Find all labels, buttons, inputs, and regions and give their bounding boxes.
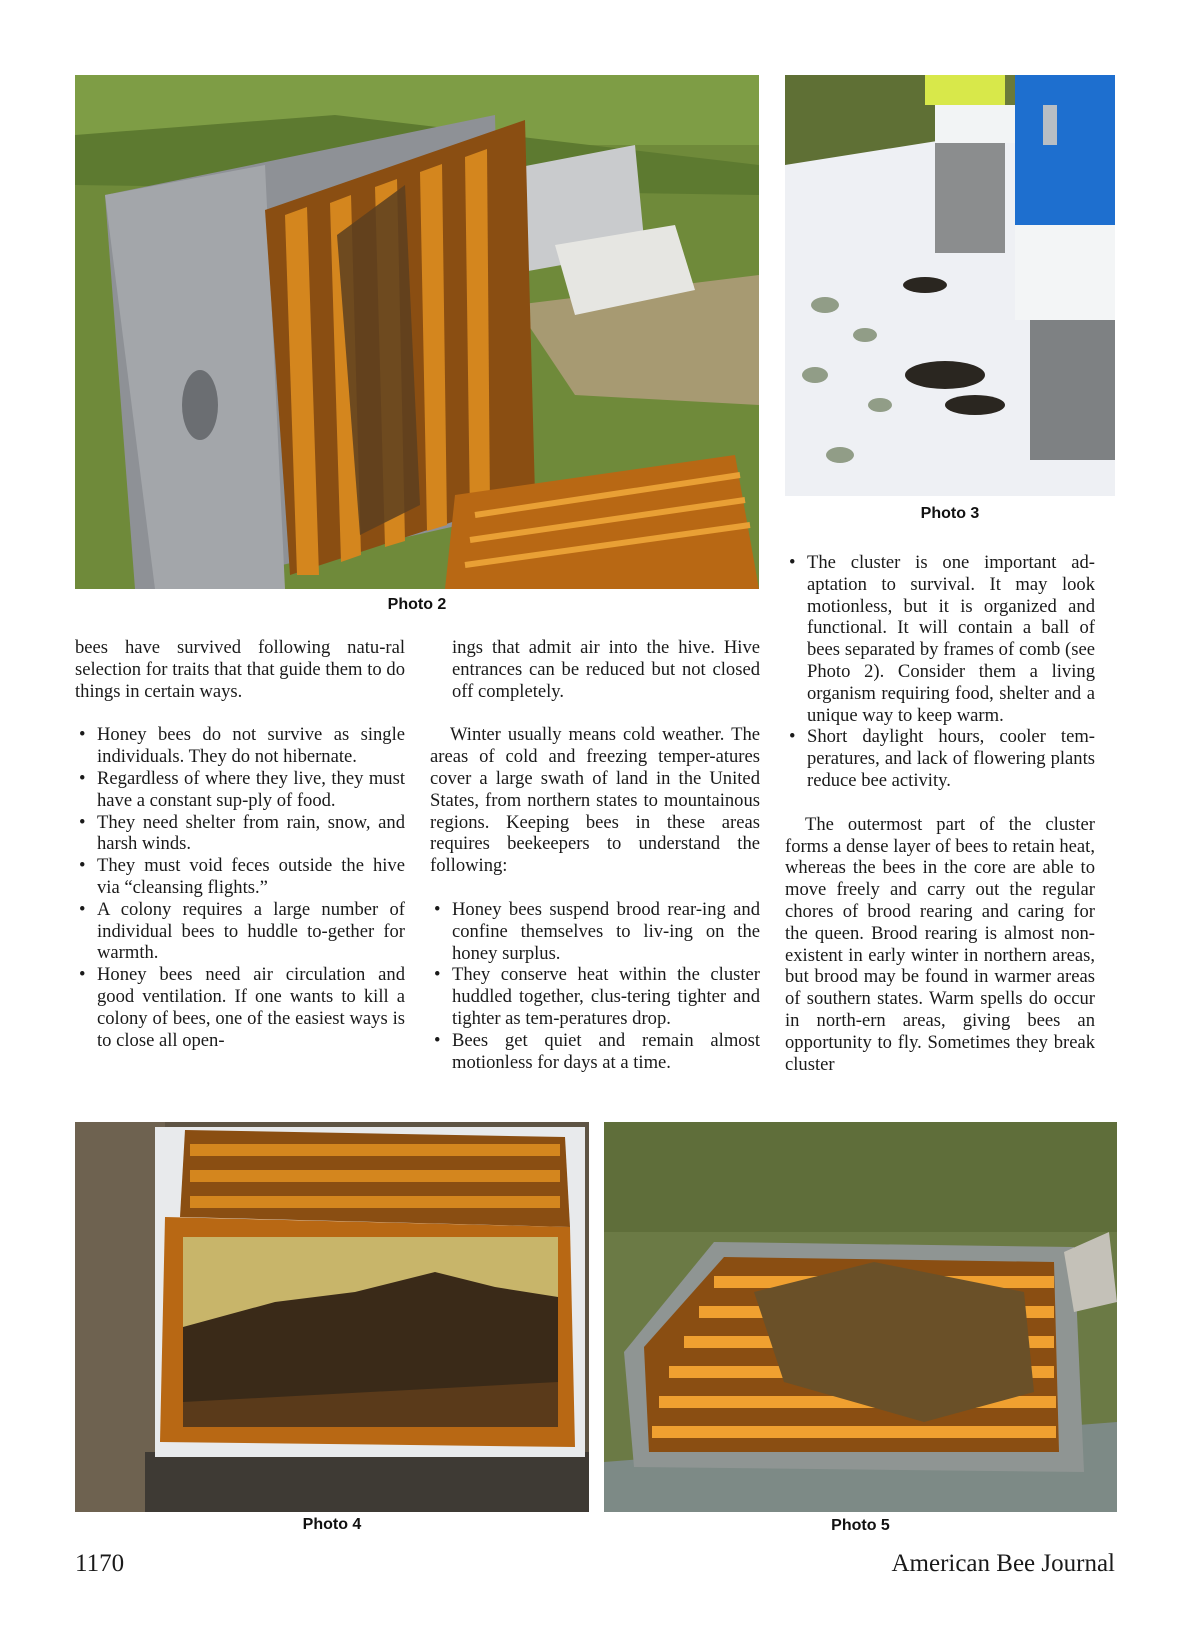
photo-2-image [75, 75, 759, 589]
list-item: • They must void feces outside the hive via “cleansing flights.” [75, 855, 405, 899]
list-item: • They need shelter from rain, snow, and harsh winds. [75, 812, 405, 856]
column-1 [75, 637, 405, 1051]
list-item: • Bees get quiet and remain almost motionless for days at a time. [430, 1030, 760, 1074]
page-number: 1170 [75, 1550, 125, 1577]
photo-5-caption: Photo 5 [831, 1517, 890, 1534]
list-item: • Honey bees need air circulation and good ventilation. If one wants to kill a colony of bees, one of the easiest ways is to close all open- [75, 964, 405, 1051]
column-3-paragraph: The outermost part of the cluster forms a dense layer of bees to retain heat, whereas the bees in the core are able to move freely and carry out the regular chores of brood rearing and caring for the queen. Brood rearing is almost non-existent in early winter in northern areas, but brood may be found in warmer areas of southern states. Warm spells do occur in north-ern areas, giving bees an opportunity to fly. Sometimes they break cluster [785, 813, 1095, 1075]
journal-name: American Bee Journal [891, 1550, 1115, 1577]
column-2-paragraph: Winter usually means cold weather. The areas of cold and freezing temper-atures cover a large swath of land in the United States, from northern states to mountainous regions. Keeping bees in these areas requires beekeepers to understand the following: [430, 724, 760, 877]
list-item: • Honey bees suspend brood rear-ing and confine themselves to liv-ing on the honey surplus. [430, 899, 760, 964]
column-2-continuation: ings that admit air into the hive. Hive entrances can be reduced but not closed off completely. [452, 637, 760, 702]
photo-2-caption: Photo 2 [387, 596, 447, 613]
photo-4-image [75, 1122, 589, 1512]
column-1-bullet-list [75, 724, 405, 1051]
list-item: • They conserve heat within the cluster huddled together, clus-tering tighter and tighter as tem-peratures drop. [430, 964, 760, 1029]
photo-3-image [785, 75, 1115, 496]
column-2-bullet-list [430, 899, 760, 1073]
list-item: • A colony requires a large number of individual bees to huddle to-gether for warmth. [75, 899, 405, 964]
column-1-paragraph: bees have survived following natu-ral selection for traits that that guide them to do things in certain ways. [75, 637, 405, 702]
list-item: • Regardless of where they live, they must have a constant sup-ply of food. [75, 768, 405, 812]
column-3 [785, 552, 1095, 1075]
column-3-bullet-list [785, 552, 1095, 792]
photo-4-caption: Photo 4 [302, 1516, 362, 1533]
photo-3-caption: Photo 3 [920, 505, 980, 522]
photo-5-image [604, 1122, 1117, 1512]
column-2 [430, 637, 760, 1073]
list-item: • Honey bees do not survive as single individuals. They do not hibernate. [75, 724, 405, 768]
list-item: • Short daylight hours, cooler tem-peratures, and lack of flowering plants reduce bee activity. [785, 726, 1095, 791]
list-item: • The cluster is one important ad-aptation to survival. It may look motionless, but it is organized and functional. It will contain a ball of bees separated by frames of comb (see Photo 2). Consider them a living organism requiring food, shelter and a unique way to keep warm. [785, 552, 1095, 726]
